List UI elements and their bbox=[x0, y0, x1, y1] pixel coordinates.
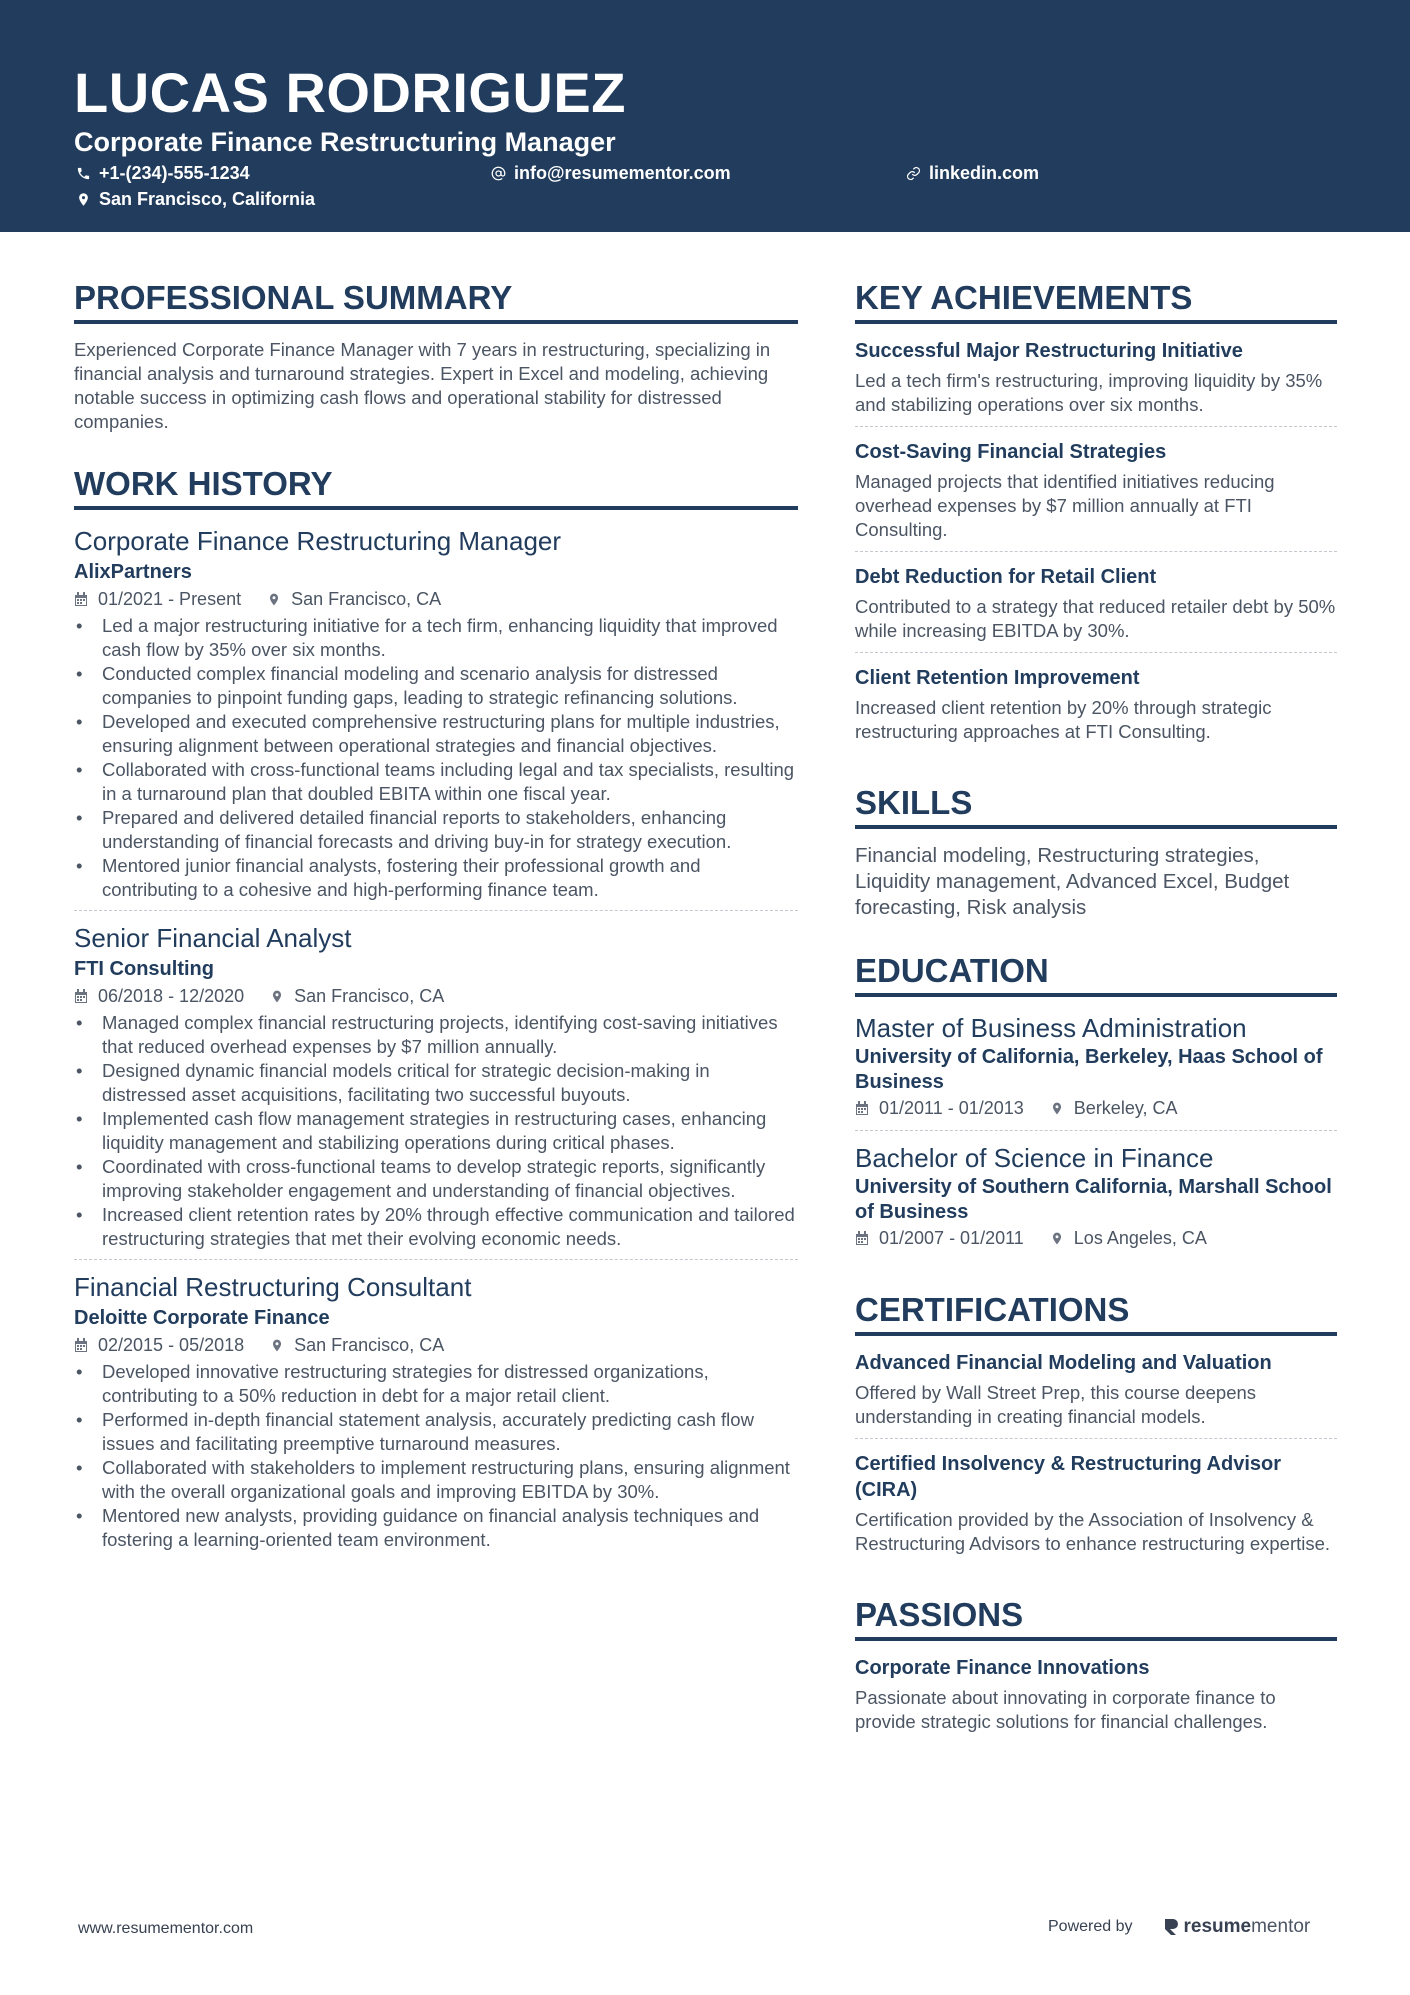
job-title: Financial Restructuring Consultant bbox=[74, 1272, 472, 1302]
certifications-heading: CERTIFICATIONS bbox=[855, 1290, 1337, 1336]
passions-section bbox=[855, 1595, 1337, 1743]
job-bullet: • Led a major restructuring initiative for a tech firm, enhancing liquidity that improved cash flow by 35% over six months. bbox=[74, 614, 798, 662]
job-dates: 01/2021 - Present bbox=[98, 589, 242, 609]
phone-icon bbox=[76, 166, 91, 181]
contact-location bbox=[76, 187, 315, 211]
achievement-title: Successful Major Restructuring Initiative bbox=[855, 340, 1243, 362]
job-bullet: • Conducted complex financial modeling and scenario analysis for distressed companies to pinpoint funding gaps, leading to strategic refinancing solutions. bbox=[74, 662, 798, 710]
achievement-text: Managed projects that identified initiatives reducing overhead expenses by $7 million annually at FTI Consulting. bbox=[855, 471, 1275, 540]
job-meta bbox=[74, 586, 798, 612]
skills-section bbox=[855, 783, 1337, 921]
achievement-item bbox=[855, 564, 1337, 653]
job-dates: 02/2015 - 05/2018 bbox=[98, 1335, 245, 1355]
job-bullet: • Mentored new analysts, providing guidance on financial analysis techniques and fostering a learning-oriented team environment. bbox=[74, 1504, 798, 1552]
candidate-title: Corporate Finance Restructuring Manager bbox=[74, 127, 616, 157]
job-meta bbox=[74, 1332, 798, 1358]
achievement-text: Contributed to a strategy that reduced retailer debt by 50% while increasing EBITDA by 30%. bbox=[855, 596, 1336, 641]
job-bullets bbox=[74, 614, 798, 902]
powered-by-text: Powered by bbox=[1048, 1918, 1133, 1935]
job-bullets bbox=[74, 1360, 798, 1552]
achievement-title: Client Retention Improvement bbox=[855, 667, 1140, 689]
work-history-section bbox=[74, 464, 798, 1560]
job-bullets bbox=[74, 1011, 798, 1251]
job-location: San Francisco, CA bbox=[294, 1335, 445, 1355]
resumementor-logo-icon bbox=[1163, 1917, 1179, 1937]
job-entry bbox=[74, 524, 798, 911]
calendar-icon bbox=[855, 1231, 869, 1246]
job-title: Senior Financial Analyst bbox=[74, 923, 352, 953]
education-entry bbox=[855, 1011, 1337, 1131]
resume-header bbox=[0, 0, 1410, 232]
job-entry bbox=[74, 1270, 798, 1560]
education-meta bbox=[855, 1225, 1337, 1251]
education-dates: 01/2007 - 01/2011 bbox=[879, 1228, 1024, 1248]
footer-website-link[interactable]: www.resumementor.com bbox=[78, 1920, 254, 1937]
job-bullet: • Collaborated with stakeholders to implement restructuring plans, ensuring alignment with the overall organizational goals and improving EBITDA by 30%. bbox=[74, 1456, 798, 1504]
company-name: FTI Consulting bbox=[74, 958, 214, 980]
achievement-title: Debt Reduction for Retail Client bbox=[855, 566, 1157, 588]
passion-item bbox=[855, 1655, 1337, 1743]
achievement-title: Cost-Saving Financial Strategies bbox=[855, 441, 1167, 463]
work-history-heading: WORK HISTORY bbox=[74, 464, 798, 510]
location-pin-icon bbox=[76, 192, 91, 207]
calendar-icon bbox=[855, 1101, 869, 1116]
calendar-icon bbox=[74, 1338, 88, 1353]
location-pin-icon bbox=[1050, 1231, 1064, 1246]
achievement-text: Increased client retention by 20% through strategic restructuring approaches at FTI Consulting. bbox=[855, 697, 1272, 742]
achievement-item bbox=[855, 665, 1337, 753]
job-entry bbox=[74, 921, 798, 1260]
footer-branding[interactable] bbox=[1048, 1916, 1310, 1938]
education-location: Los Angeles, CA bbox=[1073, 1228, 1207, 1248]
school-name: University of California, Berkeley, Haas School of Business bbox=[855, 1046, 1323, 1093]
job-bullet: • Implemented cash flow management strategies in restructuring cases, enhancing liquidity management and stabilizing operations during critical phases. bbox=[74, 1107, 798, 1155]
summary-text: Experienced Corporate Finance Manager with 7 years in restructuring, specializing in financial analysis and turnaround strategies. Expert in Excel and modeling, achieving notable success in optimizing cash flows and operational stability for distressed companies. bbox=[74, 339, 771, 432]
location-pin-icon bbox=[270, 989, 284, 1004]
job-bullet: • Increased client retention rates by 20% through effective communication and tailored restructuring strategies that met their evolving economic needs. bbox=[74, 1203, 798, 1251]
job-bullet: • Performed in-depth financial statement analysis, accurately predicting cash flow issues and facilitating preemptive turnaround measures. bbox=[74, 1408, 798, 1456]
job-location: San Francisco, CA bbox=[294, 986, 445, 1006]
degree-title: Bachelor of Science in Finance bbox=[855, 1143, 1214, 1173]
location-pin-icon bbox=[270, 1338, 284, 1353]
job-meta bbox=[74, 983, 798, 1009]
passions-heading: PASSIONS bbox=[855, 1595, 1337, 1641]
education-heading: EDUCATION bbox=[855, 951, 1337, 997]
education-location: Berkeley, CA bbox=[1073, 1098, 1178, 1118]
calendar-icon bbox=[74, 989, 88, 1004]
school-name: University of Southern California, Marshall School of Business bbox=[855, 1176, 1332, 1223]
contact-linkedin[interactable] bbox=[906, 161, 1039, 185]
job-bullet: • Designed dynamic financial models critical for strategic decision-making in distressed asset acquisitions, facilitating two successful buyouts. bbox=[74, 1059, 798, 1107]
passion-text: Passionate about innovating in corporate finance to provide strategic solutions for financial challenges. bbox=[855, 1687, 1276, 1732]
right-column bbox=[855, 278, 1337, 1773]
brand-name-light: mentor bbox=[1251, 1916, 1311, 1937]
job-bullet: • Coordinated with cross-functional teams to develop strategic reports, significantly improving stakeholder engagement and understanding of financial objectives. bbox=[74, 1155, 798, 1203]
job-bullet: • Prepared and delivered detailed financial reports to stakeholders, enhancing understanding of financial forecasts and driving buy-in for strategy execution. bbox=[74, 806, 798, 854]
job-bullet: • Collaborated with cross-functional teams including legal and tax specialists, resulting in a turnaround plan that doubled EBITA within one fiscal year. bbox=[74, 758, 798, 806]
left-column bbox=[74, 278, 798, 1590]
calendar-icon bbox=[74, 592, 88, 607]
skills-text: Financial modeling, Restructuring strategies, Liquidity management, Advanced Excel, Budget forecasting, Risk analysis bbox=[855, 844, 1290, 919]
location-pin-icon bbox=[1050, 1101, 1064, 1116]
education-dates: 01/2011 - 01/2013 bbox=[879, 1098, 1024, 1118]
education-entry bbox=[855, 1141, 1337, 1260]
summary-section bbox=[74, 278, 798, 434]
job-dates: 06/2018 - 12/2020 bbox=[98, 986, 245, 1006]
certification-text: Offered by Wall Street Prep, this course deepens understanding in creating financial models. bbox=[855, 1382, 1257, 1427]
candidate-name: LUCAS RODRIGUEZ bbox=[74, 61, 626, 124]
contact-phone[interactable] bbox=[76, 161, 250, 185]
email-text: info@resumementor.com bbox=[514, 163, 731, 183]
linkedin-text: linkedin.com bbox=[929, 163, 1040, 183]
certification-title: Advanced Financial Modeling and Valuation bbox=[855, 1352, 1272, 1374]
achievements-heading: KEY ACHIEVEMENTS bbox=[855, 278, 1337, 324]
at-icon bbox=[491, 166, 506, 181]
achievements-section bbox=[855, 278, 1337, 753]
company-name: AlixPartners bbox=[74, 561, 192, 583]
job-location: San Francisco, CA bbox=[291, 589, 442, 609]
certification-item bbox=[855, 1350, 1337, 1439]
summary-heading: PROFESSIONAL SUMMARY bbox=[74, 278, 798, 324]
job-bullet: • Developed and executed comprehensive restructuring plans for multiple industries, ensuring alignment between operational strategies and financial objectives. bbox=[74, 710, 798, 758]
education-section bbox=[855, 951, 1337, 1260]
certifications-section bbox=[855, 1290, 1337, 1565]
certification-item bbox=[855, 1451, 1337, 1565]
degree-title: Master of Business Administration bbox=[855, 1013, 1247, 1043]
brand-name-bold: resume bbox=[1183, 1916, 1252, 1937]
passion-title: Corporate Finance Innovations bbox=[855, 1657, 1150, 1679]
location-pin-icon bbox=[267, 592, 281, 607]
achievement-item bbox=[855, 338, 1337, 427]
job-bullet: • Mentored junior financial analysts, fostering their professional growth and contributing to a cohesive and high-performing finance team. bbox=[74, 854, 798, 902]
contact-email[interactable] bbox=[491, 161, 731, 185]
certification-text: Certification provided by the Association of Insolvency & Restructuring Advisors to enhance restructuring expertise. bbox=[855, 1509, 1331, 1554]
job-bullet: • Managed complex financial restructuring projects, identifying cost-saving initiatives that reduced overhead expenses by $7 million annually. bbox=[74, 1011, 798, 1059]
phone-text: +1-(234)-555-1234 bbox=[99, 163, 250, 183]
location-text: San Francisco, California bbox=[99, 189, 316, 209]
achievement-item bbox=[855, 439, 1337, 552]
company-name: Deloitte Corporate Finance bbox=[74, 1307, 330, 1329]
certification-title: Certified Insolvency & Restructuring Advisor (CIRA) bbox=[855, 1453, 1282, 1501]
job-bullet: • Developed innovative restructuring strategies for distressed organizations, contributing to a 50% reduction in debt for a major retail client. bbox=[74, 1360, 798, 1408]
skills-heading: SKILLS bbox=[855, 783, 1337, 829]
job-title: Corporate Finance Restructuring Manager bbox=[74, 526, 562, 556]
education-meta bbox=[855, 1095, 1337, 1121]
achievement-text: Led a tech firm's restructuring, improving liquidity by 35% and stabilizing operations over six months. bbox=[855, 370, 1323, 415]
link-icon bbox=[906, 166, 921, 181]
